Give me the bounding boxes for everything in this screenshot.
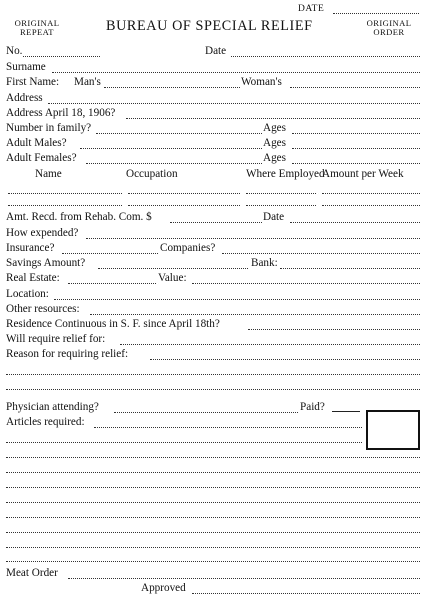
real-estate-label: Real Estate: [6, 272, 60, 284]
number-in-family-label: Number in family? [6, 122, 92, 134]
paid-field[interactable] [332, 411, 360, 412]
will-require-label: Will require relief for: [6, 333, 106, 345]
address-1906-field[interactable] [126, 118, 420, 119]
date-label: DATE [298, 4, 325, 14]
stamp-line-original: ORIGINAL [366, 18, 412, 28]
date-line[interactable] [333, 13, 419, 14]
table-cell-amount[interactable] [322, 193, 420, 194]
table-cell-occupation[interactable] [128, 205, 240, 206]
articles-line[interactable] [6, 502, 420, 503]
males-ages-label: Ages [263, 137, 286, 149]
table-cell-where-employed[interactable] [246, 205, 316, 206]
table-cell-amount[interactable] [322, 205, 420, 206]
savings-amount-label: Savings Amount? [6, 257, 86, 269]
original-order-stamp [358, 19, 420, 37]
col-header-name: Name [35, 168, 62, 180]
physician-label: Physician attending? [6, 401, 99, 413]
number-in-family-field[interactable] [96, 133, 262, 134]
articles-line[interactable] [6, 517, 420, 518]
amt-date-label: Date [263, 211, 285, 223]
address-field[interactable] [48, 103, 420, 104]
articles-line[interactable] [6, 487, 420, 488]
articles-field[interactable] [94, 427, 362, 428]
savings-amount-field[interactable] [98, 268, 248, 269]
no-label: No. [6, 45, 23, 57]
approved-field[interactable] [192, 593, 420, 594]
reason-field[interactable] [150, 359, 420, 360]
first-name-label: First Name: [6, 76, 60, 88]
articles-label: Articles required: [6, 416, 85, 428]
insurance-label: Insurance? [6, 242, 55, 254]
amt-date-field[interactable] [290, 222, 420, 223]
adult-females-label: Adult Females? [6, 152, 77, 164]
location-field[interactable] [54, 299, 420, 300]
meat-order-field[interactable] [68, 578, 420, 579]
col-header-where-employed: Where Employed [246, 168, 325, 180]
family-ages-field[interactable] [292, 133, 420, 134]
col-header-amount-per-week: Amount per Week [322, 168, 404, 180]
address-label: Address [6, 92, 43, 104]
articles-line[interactable] [6, 457, 420, 458]
no-field[interactable] [23, 56, 100, 57]
reason-line[interactable] [6, 389, 420, 390]
other-resources-field[interactable] [90, 314, 420, 315]
adult-males-field[interactable] [80, 148, 262, 149]
mans-name-field[interactable] [104, 87, 240, 88]
surname-field[interactable] [52, 72, 420, 73]
bank-label: Bank: [251, 257, 278, 269]
residence-label: Residence Continuous in S. F. since April 18th? [6, 318, 220, 330]
address-1906-label: Address April 18, 1906? [6, 107, 116, 119]
table-cell-where-employed[interactable] [246, 193, 316, 194]
approved-label: Approved [141, 582, 186, 594]
articles-line[interactable] [6, 547, 420, 548]
adult-females-field[interactable] [86, 163, 262, 164]
stamp-line-repeat: REPEAT [20, 27, 54, 38]
womans-name-field[interactable] [290, 87, 420, 88]
amt-recd-field[interactable] [170, 222, 262, 223]
physician-field[interactable] [114, 412, 298, 413]
will-require-field[interactable] [120, 344, 420, 345]
surname-label: Surname [6, 61, 46, 73]
stamp-line-order: ORDER [373, 27, 405, 38]
adult-males-label: Adult Males? [6, 137, 67, 149]
value-field[interactable] [192, 283, 420, 284]
date-field-label: Date [205, 45, 227, 57]
bank-field[interactable] [280, 268, 420, 269]
residence-field[interactable] [248, 329, 420, 330]
date-field[interactable] [231, 56, 420, 57]
articles-line[interactable] [6, 561, 420, 562]
paid-label: Paid? [300, 401, 325, 413]
value-label: Value: [158, 272, 187, 284]
articles-line[interactable] [6, 532, 420, 533]
insurance-field[interactable] [62, 253, 158, 254]
mans-name-label: Man's [74, 76, 101, 88]
amt-recd-label: Amt. Recd. from Rehab. Com. $ [6, 211, 152, 223]
stamp-line-original: ORIGINAL [14, 18, 60, 28]
approval-box[interactable] [366, 410, 420, 450]
how-expended-field[interactable] [86, 238, 420, 239]
females-ages-field[interactable] [292, 163, 420, 164]
original-repeat-stamp [6, 19, 68, 37]
how-expended-label: How expended? [6, 227, 79, 239]
females-ages-label: Ages [263, 152, 286, 164]
form-title: BUREAU OF SPECIAL RELIEF [106, 18, 313, 34]
companies-field[interactable] [222, 253, 420, 254]
womans-name-label: Woman's [241, 76, 282, 88]
table-cell-name[interactable] [8, 205, 122, 206]
companies-label: Companies? [160, 242, 216, 254]
other-resources-label: Other resources: [6, 303, 80, 315]
reason-label: Reason for requiring relief: [6, 348, 129, 360]
articles-line[interactable] [6, 472, 420, 473]
meat-order-label: Meat Order [6, 567, 58, 579]
reason-line[interactable] [6, 374, 420, 375]
family-ages-label: Ages [263, 122, 286, 134]
articles-line[interactable] [6, 442, 362, 443]
real-estate-field[interactable] [68, 283, 156, 284]
col-header-occupation: Occupation [126, 168, 178, 180]
location-label: Location: [6, 288, 49, 300]
table-cell-name[interactable] [8, 193, 122, 194]
table-cell-occupation[interactable] [128, 193, 240, 194]
males-ages-field[interactable] [292, 148, 420, 149]
